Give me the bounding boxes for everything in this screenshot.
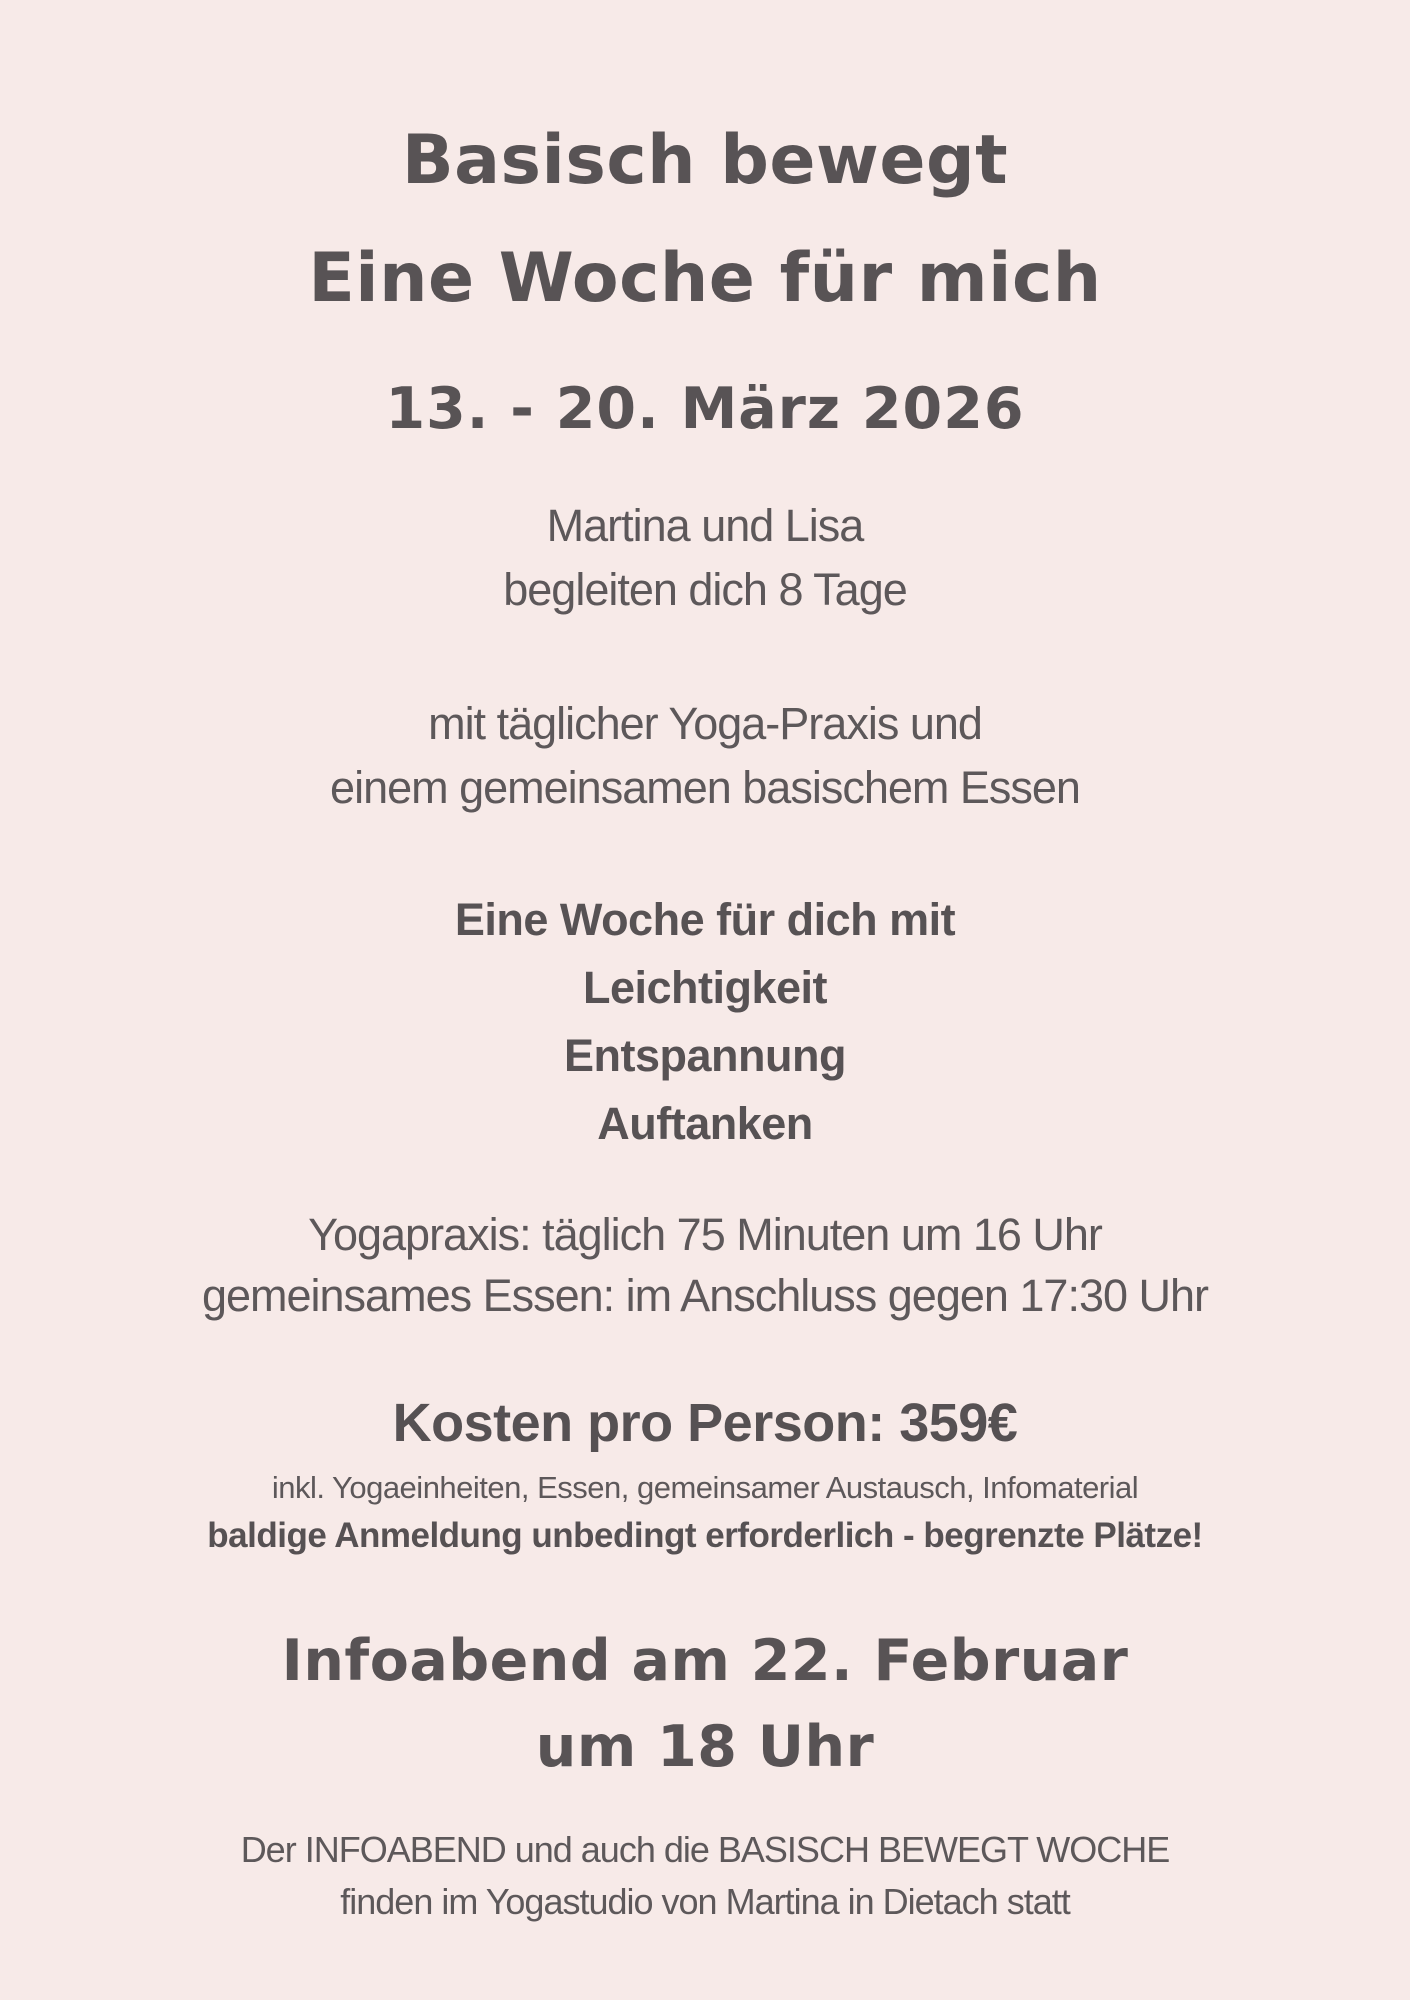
intro-line-1: Martina und Lisa — [546, 500, 864, 551]
pricing-includes: inkl. Yogaeinheiten, Essen, gemeinsamer Austausch, Infomaterial — [271, 1470, 1139, 1505]
description-line-2: einem gemeinsamen basischem Essen — [330, 762, 1080, 813]
description-line-1: mit täglicher Yoga-Praxis und — [428, 698, 982, 749]
description-text — [0, 692, 1410, 820]
schedule-text — [0, 1204, 1410, 1326]
schedule-line-1: Yogapraxis: täglich 75 Minuten um 16 Uhr — [308, 1209, 1102, 1260]
info-event-details-line-1: Der INFOABEND und auch die BASISCH BEWEGT WOCHE — [240, 1829, 1170, 1870]
pricing-section — [0, 1392, 1410, 1556]
highlight-item: Entspannung — [564, 1030, 846, 1081]
intro-text — [0, 494, 1410, 622]
info-event-title-line-2: um 18 Uhr — [535, 1714, 875, 1780]
info-event-title-line-1: Infoabend am 22. Februar — [281, 1628, 1129, 1694]
highlight-item: Auftanken — [597, 1098, 813, 1149]
pricing-heading: Kosten pro Person: 359€ — [392, 1393, 1018, 1453]
highlights-heading: Eine Woche für dich mit — [454, 894, 956, 945]
title-line-1: Basisch bewegt — [401, 121, 1009, 200]
intro-line-2: begleiten dich 8 Tage — [503, 564, 907, 615]
highlight-item: Leichtigkeit — [582, 962, 828, 1013]
schedule-line-2: gemeinsames Essen: im Anschluss gegen 17:30 Uhr — [201, 1270, 1209, 1321]
date-range: 13. - 20. März 2026 — [385, 376, 1025, 442]
info-event-details-line-2: finden im Yogastudio von Martina in Dietach statt — [340, 1881, 1070, 1922]
title-line-2: Eine Woche für mich — [308, 239, 1102, 318]
page-title — [0, 102, 1410, 338]
pricing-note: baldige Anmeldung unbedingt erforderlich - begrenzte Plätze! — [207, 1516, 1203, 1555]
info-event-details — [0, 1824, 1410, 1928]
highlights-list — [0, 886, 1410, 1158]
info-event-title — [0, 1618, 1410, 1790]
